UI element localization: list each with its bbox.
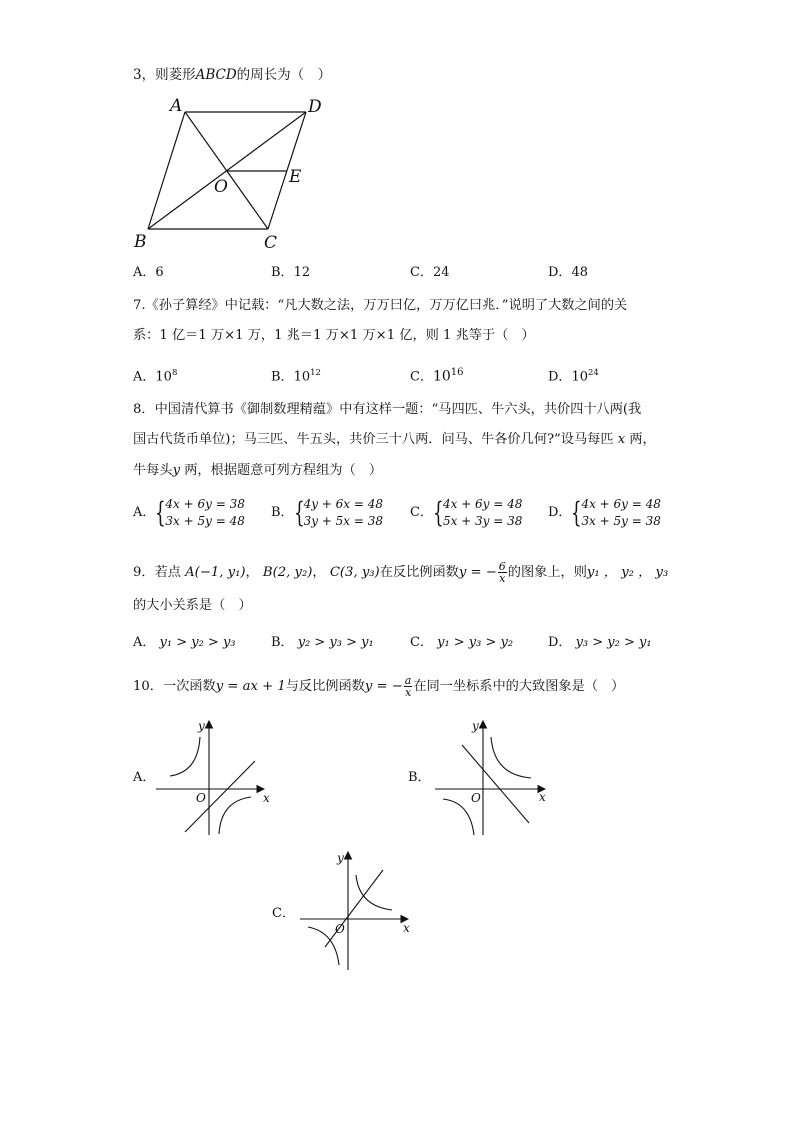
q9-option-a[interactable] (133, 634, 236, 652)
q8-line-2-end: 两， (629, 432, 656, 447)
option-base: 10 (293, 369, 311, 385)
option-exponent: 8 (171, 368, 178, 378)
label-o: O (214, 177, 228, 197)
brace-icon: { (432, 496, 444, 529)
option-key: B． (271, 369, 294, 385)
q8-line-2-text: 国古代货币单位)；马三匹、牛五头，共价三十八两．问马、牛各价几何?”设马每匹 (133, 432, 614, 447)
hyperbola-branch-q1 (356, 875, 392, 910)
q8-var-y: y (172, 463, 181, 478)
q7-option-d[interactable] (548, 364, 599, 386)
option-key: C． (410, 505, 433, 520)
origin-label: O (335, 922, 345, 936)
origin-label: O (471, 791, 481, 805)
option-key: B． (271, 265, 294, 280)
q9-prefix: 9．若点 (133, 565, 181, 580)
q8-line-3-end: 两，根据题意可列方程组为（ ） (184, 463, 383, 478)
equation-2: 3y + 5x = 38 (303, 514, 384, 528)
option-base: 10 (432, 368, 451, 385)
x-label: x (539, 790, 546, 804)
option-value: y₂ > y₃ > y₁ (297, 635, 374, 650)
q9-point-a: A(−1, y₁) (185, 565, 246, 580)
q8-option-d[interactable] (548, 496, 661, 530)
q10-prefix: 10．一次函数 (133, 679, 216, 694)
q9-line-1: 9．若点 A(−1, y₁)， B(2, y₂)， C(3, y₃)在反比例函数y = − $\frac{6}{x}$ 的图象上，则y₁ ， y₂ ， y₃ (133, 560, 669, 585)
option-exponent: 16 (450, 367, 464, 378)
hyperbola-branch-q1 (491, 737, 531, 778)
q8-option-b[interactable] (271, 496, 383, 530)
option-base: 10 (571, 369, 588, 385)
option-key: C． (410, 635, 433, 650)
option-key: A． (133, 265, 156, 280)
option-key: A． (133, 369, 156, 385)
fraction-numerator: a (404, 674, 412, 687)
q9-middle: 在反比例函数 (379, 565, 459, 580)
equation-system (294, 496, 383, 530)
q8-option-a[interactable] (133, 496, 245, 530)
option-key: C． (410, 265, 433, 280)
fraction-denominator: x (404, 686, 412, 699)
equation-system (571, 496, 660, 530)
q7-option-a[interactable] (133, 364, 177, 386)
equation-system (155, 496, 244, 530)
label-e: E (289, 167, 302, 187)
label-d: D (308, 97, 322, 117)
brace-icon: { (155, 496, 167, 529)
option-key: D． (548, 635, 572, 650)
option-key: D． (548, 265, 572, 280)
fraction-denominator: x (499, 572, 506, 585)
option-key: A． (133, 635, 156, 650)
q10-suffix: 在同一坐标系中的大致图象是（ ） (413, 679, 625, 694)
q9-fraction (498, 561, 507, 584)
option-key: D． (548, 369, 572, 385)
q9-option-d[interactable] (548, 634, 652, 652)
q8-var-x: x (617, 432, 626, 447)
equation-1: 4x + 6y = 38 (165, 497, 245, 511)
q9-suffix: 的图象上，则 (507, 565, 587, 580)
label-b: B (134, 232, 147, 252)
option-value: 48 (571, 265, 588, 280)
q8-line-2 (133, 431, 656, 449)
q10-graph-a[interactable] (150, 717, 280, 842)
x-label: x (263, 791, 270, 805)
option-value: y₁ > y₂ > y₃ (159, 635, 236, 650)
equation-2: 3x + 5y = 48 (165, 514, 245, 528)
y-label: y (337, 851, 344, 865)
q7-line-2: 系：1 亿＝1 万×1 万，1 兆＝1 万×1 万×1 亿，则 1 兆等于（ ） (133, 328, 535, 343)
option-key: B． (271, 505, 294, 520)
option-key: A． (133, 505, 156, 520)
equation-2: 3x + 5y = 38 (581, 514, 661, 528)
q9-option-c[interactable] (410, 634, 513, 652)
q6-rhombus-name: ABCD (195, 67, 237, 83)
option-value: 6 (155, 265, 164, 280)
q9-point-b: B(2, y₂) (262, 565, 313, 580)
y-label: y (198, 719, 205, 733)
q9-point-c: C(3, y₃) (329, 565, 380, 580)
q8-option-c[interactable] (410, 496, 522, 530)
option-value: y₃ > y₂ > y₁ (575, 635, 652, 650)
q7-line-1: 7.《孙子算经》中记载：“凡大数之法，万万曰亿，万万亿曰兆．”说明了大数之间的关 (133, 298, 628, 313)
equation-1: 4y + 6x = 48 (303, 497, 384, 511)
label-c: C (264, 233, 278, 253)
q6-stem (133, 66, 331, 84)
brace-icon: { (571, 496, 583, 529)
q10-graph-b[interactable] (427, 717, 557, 842)
label-a: A (170, 96, 183, 116)
equation-2: 5x + 3y = 38 (442, 514, 523, 528)
q6-option-d[interactable] (548, 264, 588, 282)
q6-option-b[interactable] (271, 264, 310, 282)
option-key: C． (410, 369, 433, 385)
side-ba (148, 112, 185, 229)
brace-icon: { (293, 496, 305, 529)
q8-line-3 (133, 462, 382, 480)
q10-option-a-label[interactable]: A． (133, 770, 156, 785)
q7-option-c[interactable] (410, 364, 464, 386)
equation-system (433, 496, 522, 530)
q10-middle: 与反比例函数 (285, 679, 365, 694)
q6-rhombus-figure (128, 92, 338, 254)
equation-1: 4x + 6y = 48 (442, 497, 523, 511)
q8-line-3-start: 牛每头 (133, 463, 173, 478)
option-value: 24 (432, 265, 450, 280)
q6-stem-text: 3，则菱形 (133, 67, 196, 83)
q10-graph-c[interactable] (290, 848, 420, 973)
option-key: D． (548, 505, 572, 520)
equation-1: 4x + 6y = 48 (581, 497, 661, 511)
q10-option-b-label[interactable]: B． (408, 770, 431, 785)
q9-line-2: 的大小关系是（ ） (133, 598, 252, 613)
y-label: y (472, 719, 479, 733)
q9-variables: y₁ ， y₂ ， y₃ (586, 565, 669, 580)
q9-function-lhs: y = − (458, 565, 497, 580)
option-value: y₁ > y₃ > y₂ (437, 635, 514, 650)
hyperbola-branch-q3 (443, 799, 474, 835)
q6-option-a[interactable] (133, 264, 164, 282)
q10-fraction (404, 675, 413, 698)
q10-stem (133, 675, 624, 698)
q10-linear-function: y = ax + 1 (215, 679, 286, 694)
hyperbola-branch-q4 (219, 797, 251, 834)
hyperbola-branch-q2 (170, 737, 200, 776)
option-exponent: 12 (310, 368, 321, 378)
option-key: B． (271, 635, 294, 650)
origin-label: O (196, 791, 206, 805)
x-label: x (403, 921, 410, 935)
q6-option-c[interactable] (410, 264, 450, 282)
option-value: 12 (293, 265, 311, 280)
option-base: 10 (155, 369, 172, 385)
q10-option-c-label[interactable]: C． (272, 906, 295, 921)
option-exponent: 24 (587, 368, 599, 378)
q9-option-b[interactable] (271, 634, 374, 652)
q6-stem-end: 的周长为（ ） (236, 67, 332, 83)
fraction-numerator: 6 (498, 560, 506, 573)
q7-option-b[interactable] (271, 364, 321, 386)
q10-function-lhs: y = − (364, 679, 403, 694)
linear-graph (325, 870, 383, 947)
q8-line-1: 8．中国清代算书《御制数理精蕴》中有这样一题：“马四匹、牛六头，共价四十八两(我 (133, 402, 642, 417)
